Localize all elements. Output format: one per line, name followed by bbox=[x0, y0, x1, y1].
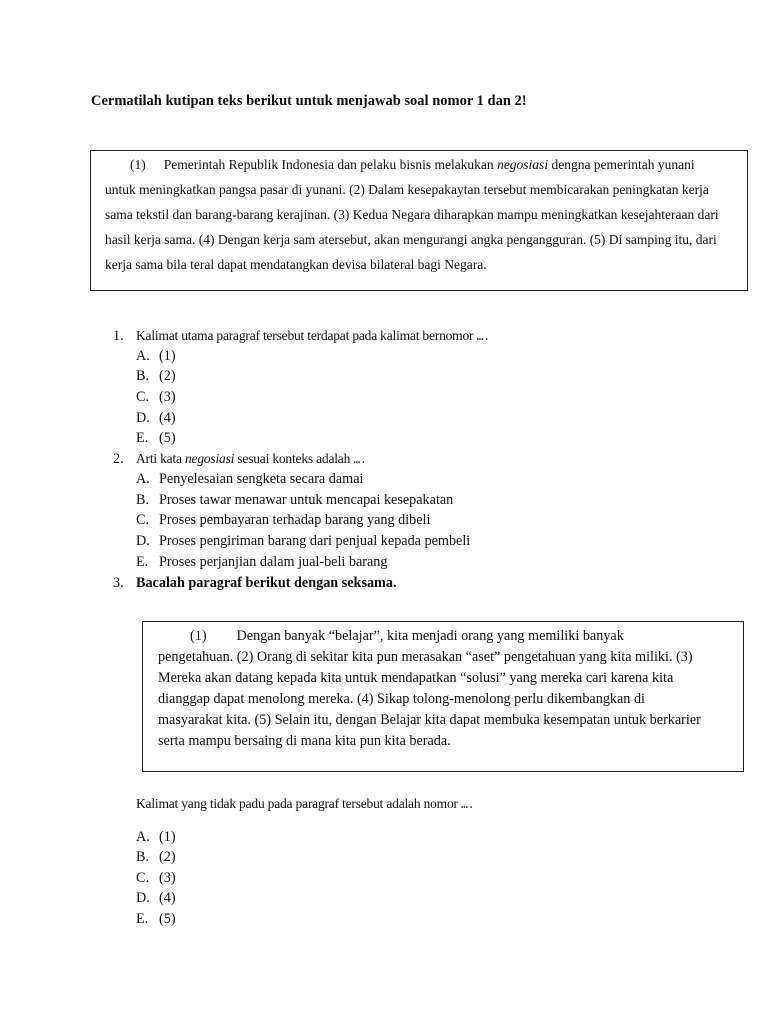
question-stem: Kalimat utama paragraf tersebut terdapat pada kalimat bernomor bbox=[136, 328, 474, 343]
option-label: E. bbox=[136, 554, 149, 570]
passage-text: Pemerintah Republik Indonesia dan pelaku bisnis melakukan bbox=[163, 157, 498, 172]
option-label: B. bbox=[136, 849, 150, 865]
option-label: C. bbox=[136, 870, 150, 886]
question-number: 1. bbox=[113, 328, 124, 344]
option-label: B. bbox=[136, 492, 150, 508]
question-number: 3. bbox=[113, 575, 124, 591]
option-text: (2) bbox=[159, 849, 176, 865]
question-stem: sesuai konteks adalah bbox=[234, 451, 351, 466]
passage-text: Dengan banyak “belajar”, kita menjadi orang yang memiliki banyak bbox=[236, 628, 624, 644]
question-number: 2. bbox=[113, 451, 124, 467]
question-text: Bacalah paragraf berikut dengan seksama. bbox=[136, 575, 397, 591]
passage-3-box bbox=[142, 621, 744, 772]
passage-3-line-6: serta mampu bersaing di mana kita pun kita berada. bbox=[158, 733, 451, 749]
option-label: A. bbox=[136, 471, 150, 487]
italic-term: negosiasi bbox=[184, 451, 235, 466]
blank-dots: …. bbox=[353, 452, 367, 466]
passage-1-line-1 bbox=[130, 157, 695, 173]
option-text: (4) bbox=[159, 410, 176, 426]
question-3-stem bbox=[136, 796, 474, 812]
passage-1-line-4: hasil kerja sama. (4) Dengan kerja sam atersebut, akan mengurangi angka pengangguran. (5) Di samping itu, dari bbox=[105, 232, 717, 247]
option-label: D. bbox=[136, 410, 150, 426]
question-stem: Arti kata bbox=[136, 451, 185, 466]
option-label: D. bbox=[136, 890, 150, 906]
passage-1-line-2: untuk meningkatkan pangsa pasar di yunani. (2) Dalam kesepakaytan tersebut membicarakan peningkatan kerja bbox=[105, 182, 709, 197]
option-text: (3) bbox=[159, 870, 176, 886]
option-label: A. bbox=[136, 348, 150, 364]
option-label: E. bbox=[136, 430, 149, 446]
option-label: A. bbox=[136, 829, 150, 845]
passage-3-line-4: dianggap dapat menolong mereka. (4) Sikap tolong-menolong perlu dikembangkan di bbox=[158, 691, 645, 707]
option-text: Penyelesaian sengketa secara damai bbox=[159, 471, 364, 487]
option-text: (5) bbox=[159, 911, 176, 927]
option-text: Proses pembayaran terhadap barang yang dibeli bbox=[159, 512, 431, 528]
italic-term: negosiasi bbox=[497, 157, 549, 172]
option-text: Proses pengiriman barang dari penjual kepada pembeli bbox=[159, 533, 471, 549]
option-label: C. bbox=[136, 389, 150, 405]
option-text: (5) bbox=[159, 430, 176, 446]
option-label: E. bbox=[136, 911, 149, 927]
option-text: Proses perjanjian dalam jual-beli barang bbox=[159, 554, 388, 570]
option-text: (3) bbox=[159, 389, 176, 405]
question-text bbox=[136, 451, 367, 467]
blank-dots: …. bbox=[476, 329, 490, 343]
option-text: Proses tawar menawar untuk mencapai kesepakatan bbox=[159, 492, 454, 508]
option-text: (1) bbox=[159, 348, 176, 364]
blank-dots: …. bbox=[461, 797, 475, 811]
instruction-title: Cermatilah kutipan teks berikut untuk menjawab soal nomor 1 dan 2! bbox=[91, 93, 527, 109]
option-label: C. bbox=[136, 512, 150, 528]
passage-text: dengna pemerintah yunani bbox=[548, 157, 695, 172]
passage-3-line-3: Mereka akan datang kepada kita untuk mendapatkan “solusi” yang mereka cari karena kita bbox=[158, 670, 674, 686]
option-label: D. bbox=[136, 533, 150, 549]
passage-1-line-5: kerja sama bila teral dapat mendatangkan devisa bilateral bagi Negara. bbox=[105, 257, 487, 272]
passage-1-box bbox=[90, 150, 748, 291]
option-text: (4) bbox=[159, 890, 176, 906]
option-text: (2) bbox=[159, 368, 176, 384]
passage-3-line-2: pengetahuan. (2) Orang di sekitar kita pun merasakan “aset” pengetahuan yang kita miliki. (3) bbox=[158, 649, 693, 665]
option-label: B. bbox=[136, 368, 150, 384]
passage-3-line-1 bbox=[190, 628, 624, 645]
passage-1-line-3: sama tekstil dan barang-barang kerajinan. (3) Kedua Negara diharapkan mampu meningkatkan kesejahteraan dari bbox=[105, 207, 719, 222]
option-text: (1) bbox=[159, 829, 176, 845]
passage-3-line-5: masyarakat kita. (5) Selain itu, dengan Belajar kita dapat membuka kesempatan untuk berkarier bbox=[158, 712, 701, 728]
sentence-number: (1) bbox=[130, 157, 146, 172]
question-stem: Kalimat yang tidak padu pada paragraf tersebut adalah nomor bbox=[136, 796, 458, 811]
question-text bbox=[136, 328, 490, 344]
sentence-number: (1) bbox=[190, 628, 207, 644]
